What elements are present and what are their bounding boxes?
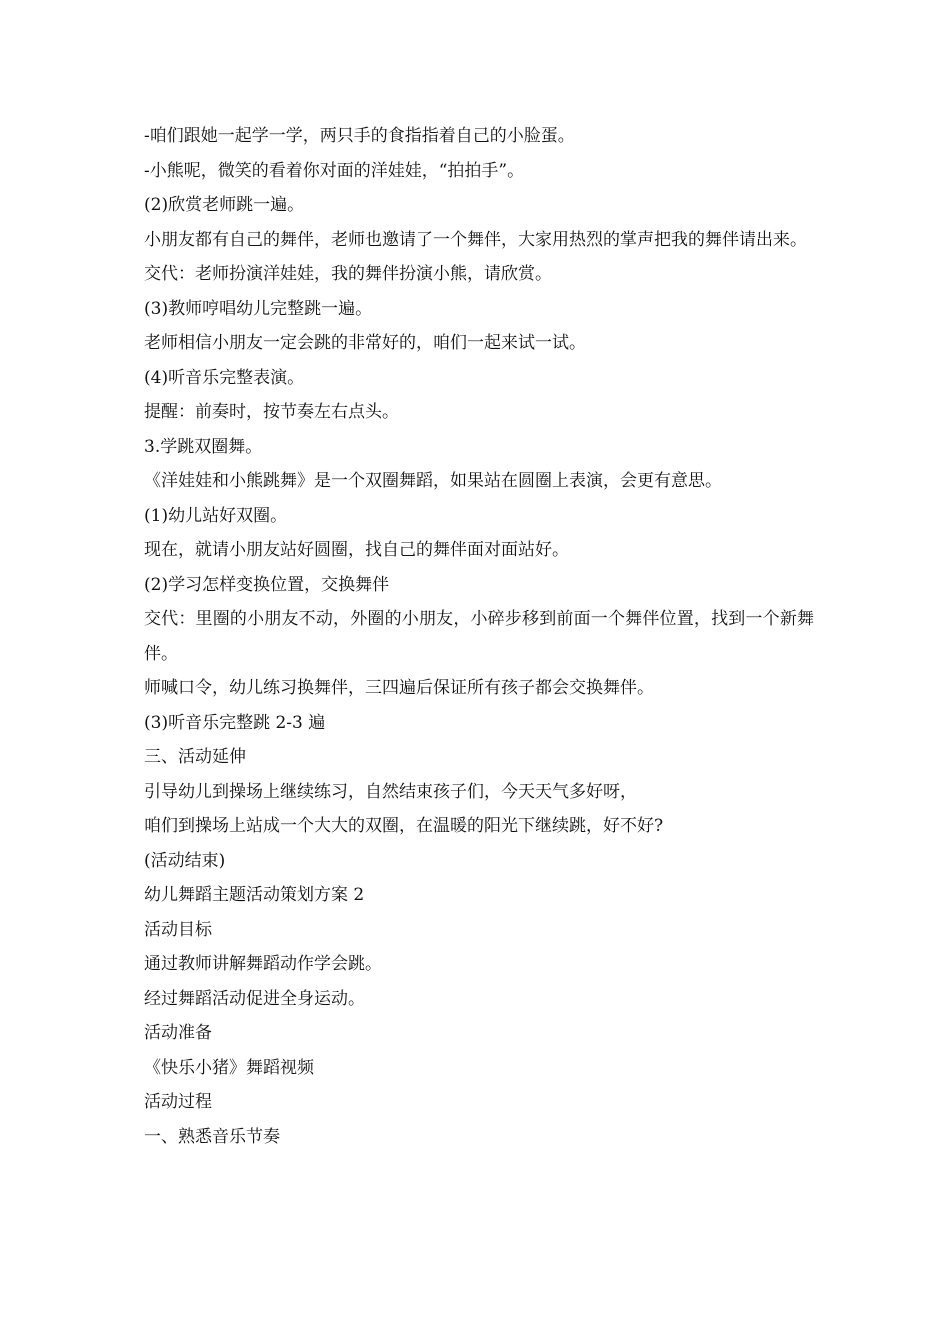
- paragraph: (2)欣赏老师跳一遍。: [144, 195, 305, 215]
- paragraph: 交代：里圈的小朋友不动，外圈的小朋友，小碎步移到前面一个舞伴位置，找到一个新舞伴。: [144, 609, 814, 664]
- paragraph: 《快乐小猪》舞蹈视频: [144, 1057, 314, 1078]
- paragraph: 三、活动延伸: [144, 747, 246, 767]
- paragraph: 幼儿舞蹈主题活动策划方案 2: [144, 885, 365, 905]
- paragraph: 活动目标: [144, 919, 212, 940]
- paragraph: 经过舞蹈活动促进全身运动。: [144, 988, 365, 1009]
- paragraph: 通过教师讲解舞蹈动作学会跳。: [144, 954, 382, 974]
- paragraph: 现在，就请小朋友站好圆圈，找自己的舞伴面对面站好。: [144, 540, 569, 560]
- paragraph: (活动结束): [144, 850, 226, 871]
- paragraph: 3.学跳双圈舞。: [144, 436, 263, 457]
- paragraph: 《洋娃娃和小熊跳舞》是一个双圈舞蹈，如果站在圆圈上表演，会更有意思。: [144, 471, 722, 491]
- paragraph: (3)教师哼唱幼儿完整跳一遍。: [144, 298, 373, 319]
- paragraph: (1)幼儿站好双圈。: [144, 505, 288, 526]
- paragraph: (2)学习怎样变换位置，交换舞伴: [144, 574, 390, 595]
- paragraph: 交代：老师扮演洋娃娃，我的舞伴扮演小熊，请欣赏。: [144, 264, 552, 284]
- paragraph: 师喊口令，幼儿练习换舞伴，三四遍后保证所有孩子都会交换舞伴。: [144, 678, 654, 698]
- paragraph: 引导幼儿到操场上继续练习，自然结束孩子们，今天天气多好呀，: [144, 781, 637, 802]
- paragraph: 活动过程: [144, 1092, 212, 1112]
- paragraph: 提醒：前奏时，按节奏左右点头。: [144, 402, 399, 422]
- paragraph: 活动准备: [144, 1023, 212, 1043]
- paragraph: -小熊呢，微笑的看着你对面的洋娃娃，“拍拍手”。: [144, 160, 525, 181]
- paragraph: -咱们跟她一起学一学，两只手的食指指着自己的小脸蛋。: [144, 126, 575, 146]
- document-body: [144, 119, 814, 1154]
- paragraph: 小朋友都有自己的舞伴，老师也邀请了一个舞伴，大家用热烈的掌声把我的舞伴请出来。: [144, 229, 807, 250]
- paragraph: 咱们到操场上站成一个大大的双圈，在温暖的阳光下继续跳，好不好?: [144, 816, 664, 836]
- paragraph: 一、熟悉音乐节奏: [144, 1126, 280, 1147]
- paragraph: (4)听音乐完整表演。: [144, 367, 305, 388]
- paragraph: 老师相信小朋友一定会跳的非常好的，咱们一起来试一试。: [144, 333, 586, 353]
- paragraph: (3)听音乐完整跳 2-3 遍: [144, 712, 326, 733]
